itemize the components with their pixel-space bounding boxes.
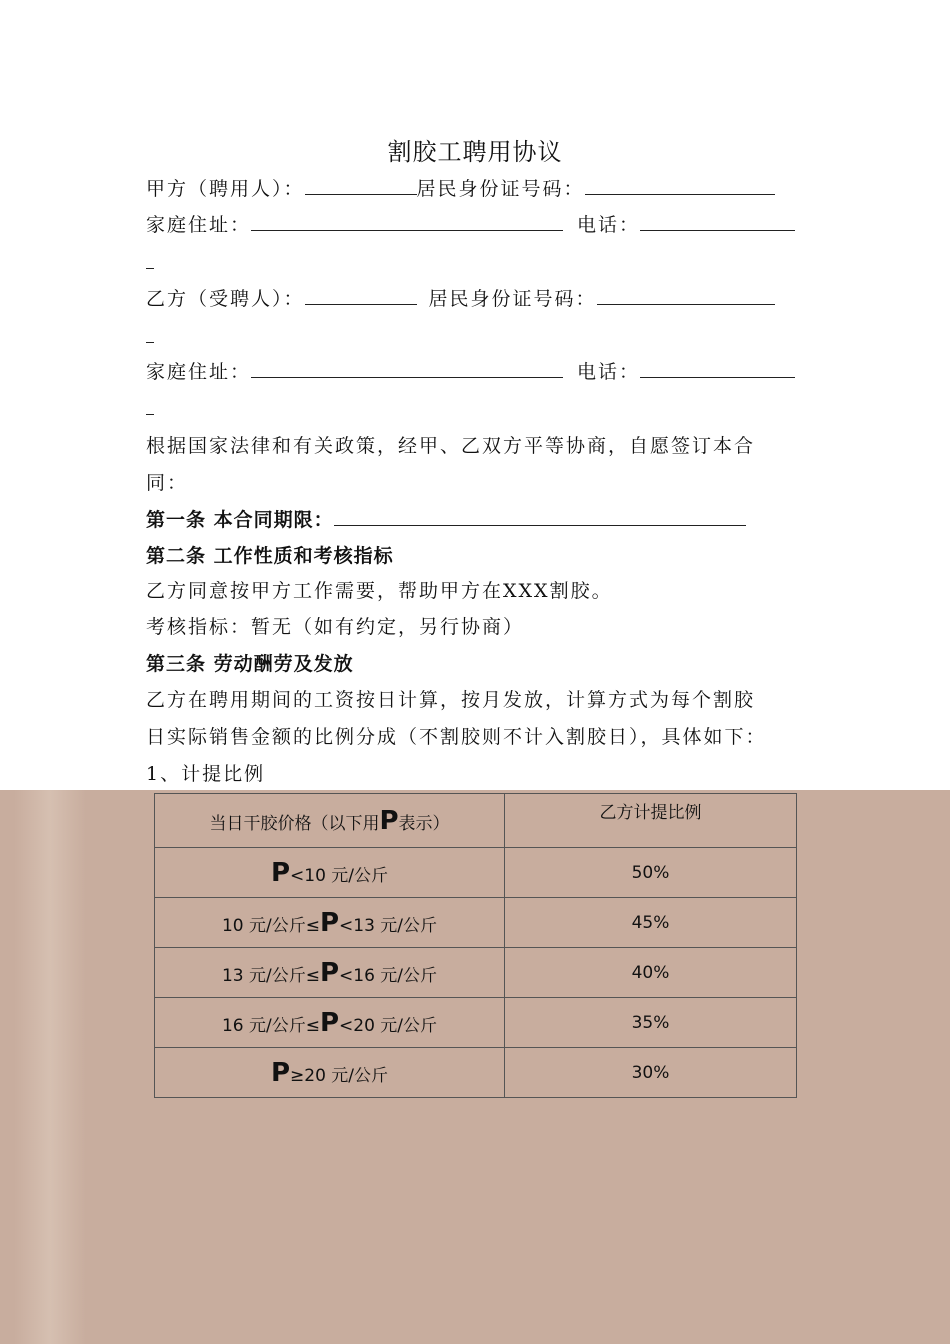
party-b-address-label: 家庭住址： (146, 361, 252, 383)
article-2-line-1: 乙方同意按甲方工作需要，帮助甲方在XXX割胶。 (146, 580, 613, 602)
contract-term-blank[interactable] (334, 507, 746, 526)
table-row (155, 1048, 797, 1098)
price-range: 10 元/公斤≤P<13 元/公斤 (155, 898, 505, 948)
table-header-row (155, 794, 797, 848)
ratio-value: 45% (505, 898, 797, 948)
ratio-value: 30% (505, 1048, 797, 1098)
intro-line-2: 同： (146, 472, 189, 494)
party-b-id-label: 居民身份证号码： (428, 288, 597, 310)
article-3-para-1: 乙方在聘用期间的工资按日计算，按月发放，计算方式为每个割胶 (146, 689, 756, 711)
article-3-sub-1: 1、计提比例 (146, 763, 266, 785)
table-row (155, 848, 797, 898)
article-1-label: 第一条 本合同期限： (146, 509, 334, 531)
party-a-id-label: 居民身份证号码： (416, 178, 585, 200)
party-a-line (146, 174, 775, 201)
price-range: P≥20 元/公斤 (155, 1048, 505, 1098)
party-a-phone-blank[interactable] (640, 212, 795, 231)
intro-line-1: 根据国家法律和有关政策，经甲、乙双方平等协商，自愿签订本合 (146, 435, 756, 457)
party-b-phone-blank[interactable] (640, 359, 795, 378)
article-2-heading: 第二条 工作性质和考核指标 (146, 545, 394, 567)
price-range: P<10 元/公斤 (155, 848, 505, 898)
table-row (155, 898, 797, 948)
party-b-phone-label: 电话： (577, 361, 641, 383)
party-b-address-line (146, 357, 795, 384)
background-stripe (14, 790, 86, 1344)
price-range: 16 元/公斤≤P<20 元/公斤 (155, 998, 505, 1048)
article-2-line-2: 考核指标：暂无（如有约定，另行协商） (146, 616, 525, 638)
party-b-label: 乙方（受聘人）： (146, 288, 305, 310)
party-b-id-blank[interactable] (597, 286, 775, 305)
party-a-address-blank[interactable] (251, 212, 563, 231)
party-a-label: 甲方（聘用人）： (146, 178, 305, 200)
party-b-name-blank[interactable] (305, 286, 417, 305)
party-b-line (146, 284, 775, 311)
table-row (155, 998, 797, 1048)
party-a-address-label: 家庭住址： (146, 214, 252, 236)
article-3-heading: 第三条 劳动酬劳及发放 (146, 653, 354, 675)
table-row (155, 948, 797, 998)
ratio-value: 35% (505, 998, 797, 1048)
header-price: 当日干胶价格（以下用P表示） (155, 794, 505, 848)
party-a-name-blank[interactable] (305, 176, 417, 195)
header-ratio: 乙方计提比例 (505, 794, 797, 848)
ratio-value: 40% (505, 948, 797, 998)
party-b-address-blank[interactable] (251, 359, 563, 378)
underline-continuation (146, 414, 154, 415)
party-a-address-line (146, 210, 795, 237)
party-a-id-blank[interactable] (585, 176, 775, 195)
page-title: 割胶工聘用协议 (387, 138, 563, 166)
article-3-para-2: 日实际销售金额的比例分成（不割胶则不计入割胶日），具体如下： (146, 726, 767, 748)
underline-continuation (146, 268, 154, 269)
party-a-phone-label: 电话： (577, 214, 641, 236)
article-1 (146, 505, 746, 532)
symbol-p: P (379, 805, 399, 836)
ratio-value: 50% (505, 848, 797, 898)
commission-ratio-table (154, 793, 797, 1098)
price-range: 13 元/公斤≤P<16 元/公斤 (155, 948, 505, 998)
underline-continuation (146, 342, 154, 343)
